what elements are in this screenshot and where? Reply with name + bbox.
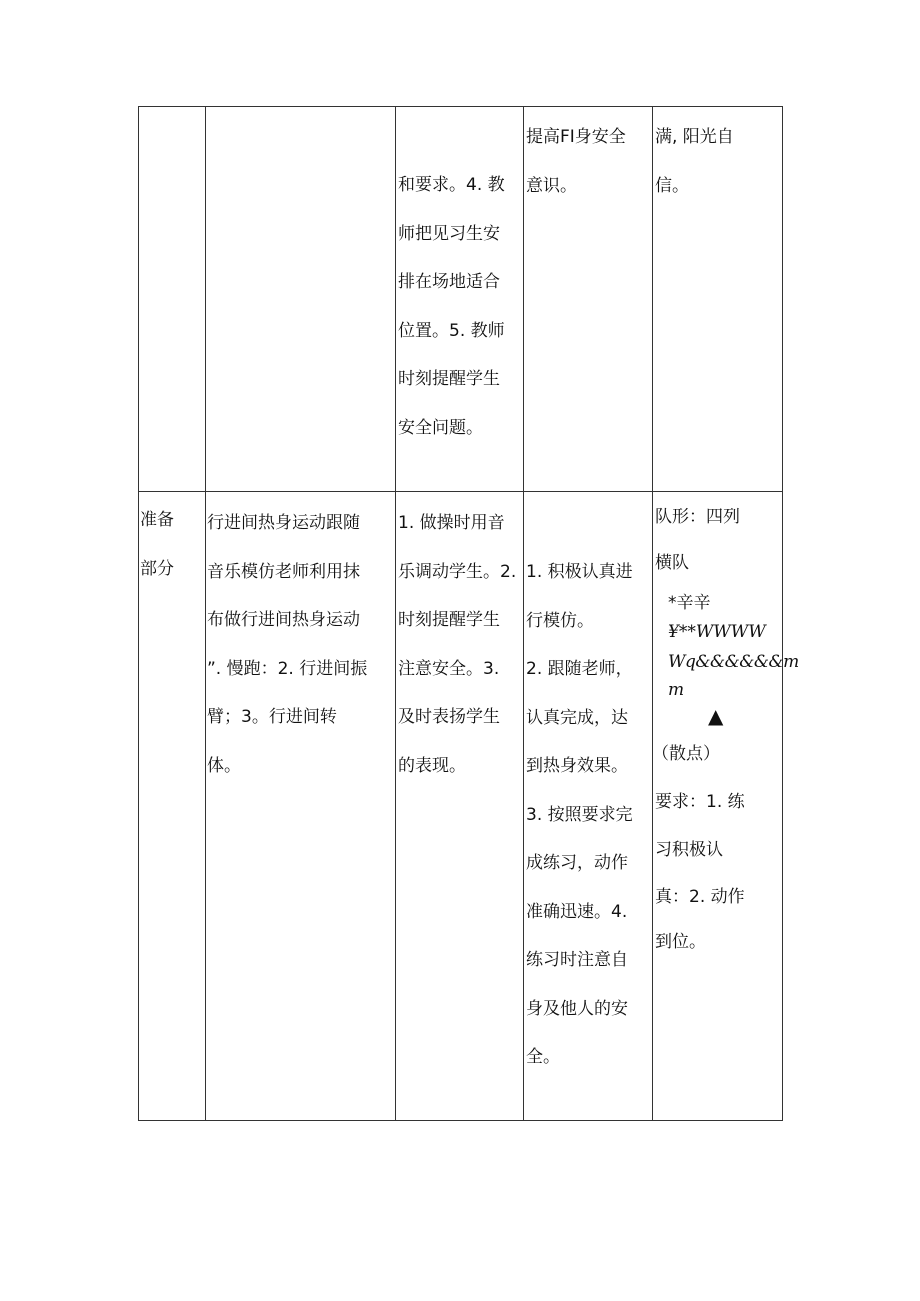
text-line: 2. 跟随老师， bbox=[526, 659, 633, 679]
text-line: 准确迅速。4. bbox=[526, 901, 628, 922]
text-line: 准备 bbox=[140, 510, 174, 530]
text-line: 乐调动学生。2. bbox=[398, 561, 517, 582]
section-name-cell bbox=[140, 508, 174, 605]
text-line: 师把见习生安 bbox=[398, 223, 500, 244]
text-line: 身及他人的安 bbox=[526, 998, 628, 1019]
text-line: 练习时注意自 bbox=[526, 950, 628, 970]
formation-diagram-line: ¥**WWWW bbox=[668, 622, 766, 642]
text-line: 注意安全。3. bbox=[398, 658, 500, 679]
text-line: 音乐模仿老师利用抹 bbox=[207, 561, 360, 582]
text-line: 安全问题。 bbox=[398, 417, 483, 438]
text-line: ”. 慢跑：2. 行进间振 bbox=[207, 658, 368, 679]
formation-diagram-line: *辛辛 bbox=[668, 593, 711, 613]
text-line: 时刻提醒学生 bbox=[398, 610, 500, 630]
text-line: 满, 阳光自 bbox=[655, 127, 734, 147]
col-divider bbox=[523, 106, 524, 1121]
row1-student-cell bbox=[526, 125, 626, 222]
text-line: 1. 做操时用音 bbox=[398, 513, 505, 533]
col-divider bbox=[782, 106, 783, 1121]
text-line: 提高FI身安全 bbox=[526, 127, 626, 147]
text-line: 全。 bbox=[526, 1047, 560, 1067]
text-line: 信。 bbox=[655, 175, 689, 196]
text-line: 1. 积极认真进 bbox=[526, 562, 633, 582]
text-line: 行模仿。 bbox=[526, 610, 594, 631]
formation-label: 队形：四列 bbox=[655, 507, 740, 527]
text-line: 成练习，动作 bbox=[526, 853, 628, 873]
col-divider bbox=[652, 106, 653, 1121]
col-divider bbox=[205, 106, 206, 1121]
text-line: 位置。5. 教师 bbox=[398, 320, 505, 341]
requirement-line: 要求：1. 练 bbox=[655, 792, 745, 812]
text-line: 体。 bbox=[207, 755, 241, 776]
text-line: 的表现。 bbox=[398, 755, 466, 776]
row-divider bbox=[138, 491, 783, 492]
formation-diagram-line: Wq&&&&&&m bbox=[668, 652, 799, 672]
row1-teacher-cell bbox=[398, 173, 505, 464]
teacher-triangle-icon: ▲ bbox=[708, 704, 724, 728]
content-cell bbox=[207, 511, 367, 802]
text-line: 排在场地适合 bbox=[398, 272, 500, 292]
text-line: 认真完成，达 bbox=[526, 707, 628, 728]
student-activity-cell bbox=[526, 560, 633, 1094]
row1-organization-cell bbox=[655, 125, 734, 222]
text-line: 意识。 bbox=[526, 175, 577, 196]
scatter-label: （散点） bbox=[652, 744, 720, 764]
text-line: 和要求。4. 教 bbox=[398, 175, 505, 195]
requirement-line: 到位。 bbox=[655, 932, 706, 952]
text-line: 臂；3。行进间转 bbox=[207, 707, 337, 727]
text-line: 布做行进间热身运动 bbox=[207, 610, 360, 630]
text-line: 及时表扬学生 bbox=[398, 707, 500, 727]
table-border-bottom bbox=[138, 1120, 783, 1121]
requirement-line: 习积极认 bbox=[655, 840, 723, 860]
text-line: 部分 bbox=[140, 558, 174, 579]
formation-diagram-line: m bbox=[668, 680, 685, 700]
col-divider bbox=[138, 106, 139, 1121]
formation-label: 横队 bbox=[655, 553, 689, 573]
text-line: 到热身效果。 bbox=[526, 756, 628, 776]
text-line: 行进间热身运动跟随 bbox=[207, 513, 360, 533]
col-divider bbox=[395, 106, 396, 1121]
table-border-top bbox=[138, 106, 783, 107]
text-line: 3. 按照要求完 bbox=[526, 804, 633, 825]
text-line: 时刻提醒学生 bbox=[398, 369, 500, 389]
requirement-line: 真：2. 动作 bbox=[655, 887, 745, 907]
teacher-activity-cell bbox=[398, 511, 516, 802]
